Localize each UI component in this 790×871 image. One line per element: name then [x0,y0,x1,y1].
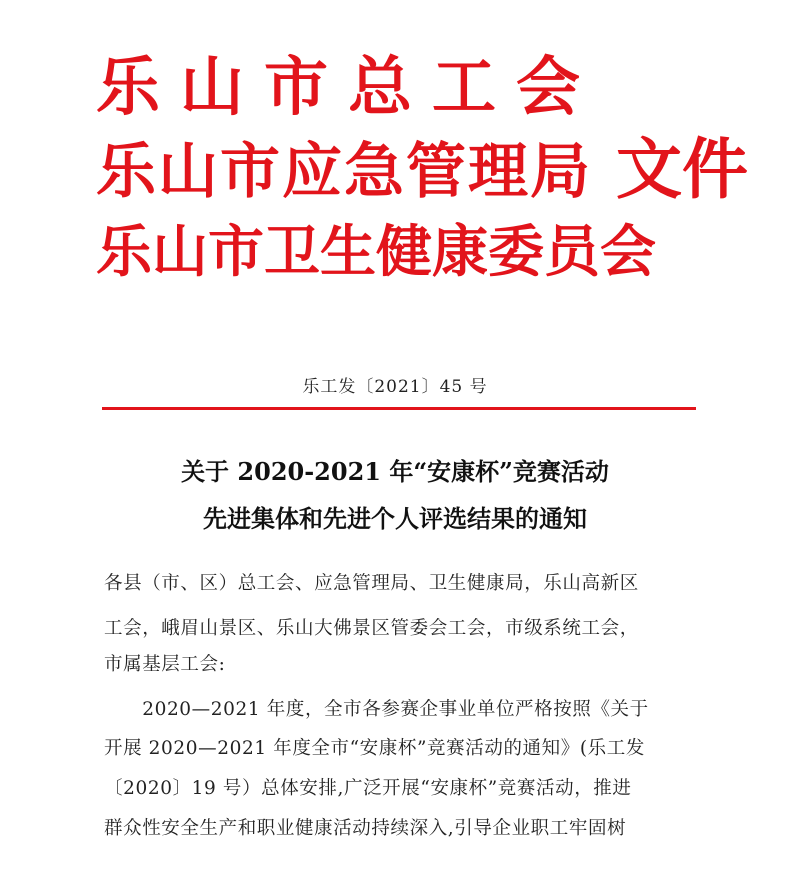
body-line: 各县（市、区）总工会、应急管理局、卫生健康局，乐山高新区 [104,573,639,594]
org-name-trade-union: 乐山市总工会 [96,50,600,125]
title-line-1: 关于 2020-2021 年“安康杯”竞赛活动 [181,457,609,486]
document-suffix: 文件 [616,130,748,208]
document-number: 乐工发〔2021〕45 号 [302,377,488,397]
org-name-emergency-bureau: 乐山市应急管理局 [96,137,592,207]
body-line: 群众性安全生产和职业健康活动持续深入,引导企业职工牢固树 [104,818,627,839]
body-line: 开展 2020—2021 年度全市“安康杯”竞赛活动的通知》(乐工发 [104,738,645,759]
red-divider [102,407,696,410]
body-line: 〔2020〕19 号）总体安排,广泛开展“安康杯”竞赛活动，推进 [104,778,632,799]
body-line: 2020—2021 年度，全市各参赛企事业单位严格按照《关于 [104,699,649,720]
body-line: 市属基层工会: [104,654,226,675]
body-line: 工会，峨眉山景区、乐山大佛景区管委会工会，市级系统工会， [104,618,639,639]
org-name-health-commission: 乐山市卫生健康委员会 [96,219,656,285]
title-line-2: 先进集体和先进个人评选结果的通知 [203,504,587,533]
red-letterhead [96,44,748,304]
